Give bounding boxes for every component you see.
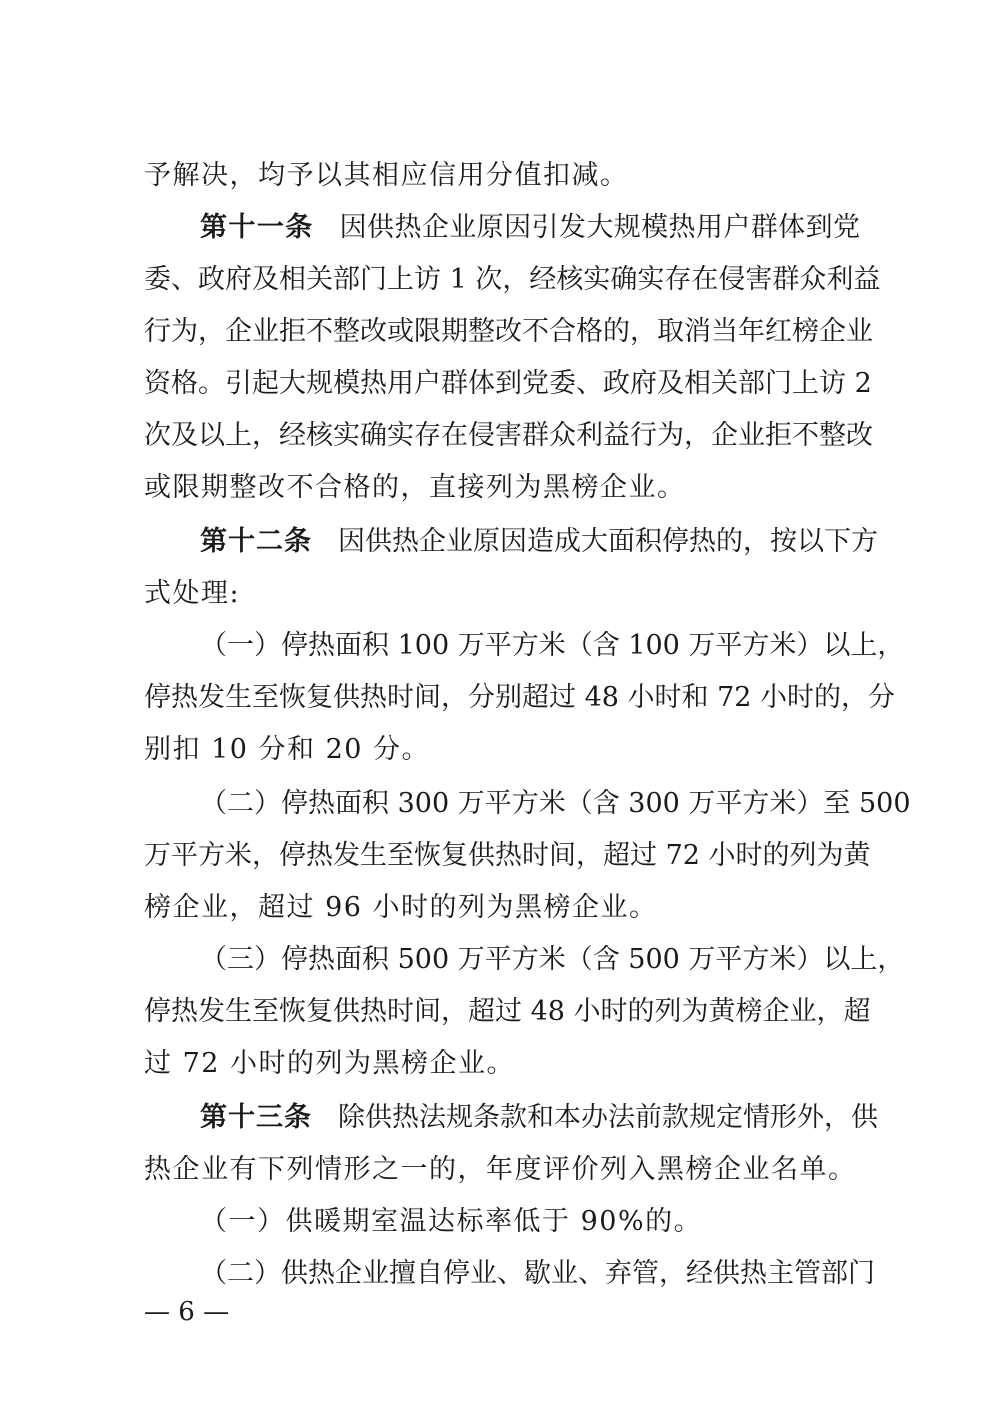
text-line — [144, 1038, 860, 1090]
line-text: 除供热法规条款和本办法前款规定情形外，供 — [338, 1102, 878, 1133]
line-text: 次及以上，经核实确实存在侵害群众利益行为，企业拒不整改 — [144, 420, 873, 451]
line-text: 因供热企业原因引发大规模热用户群体到党 — [339, 212, 861, 243]
line-text: 式处理: — [144, 578, 241, 609]
line-text: 热企业有下列情形之一的，年度评价列入黑榜企业名单。 — [144, 1154, 857, 1185]
article-11-heading-line — [200, 202, 860, 254]
line-text: 予解决，均予以其相应信用分值扣减。 — [144, 160, 629, 191]
text-line — [144, 358, 872, 410]
line-text: 万平方米，停热发生至恢复供热时间，超过 72 小时的列为黄 — [144, 840, 871, 871]
clause-line — [200, 620, 905, 672]
article-13-heading-line — [200, 1092, 878, 1144]
text-line — [144, 1144, 860, 1196]
text-line — [144, 724, 860, 776]
text-line — [144, 672, 896, 724]
text-line — [144, 882, 860, 934]
text-line — [144, 568, 860, 620]
text-line — [144, 986, 871, 1038]
line-text: （二）供热企业擅自停业、歇业、弃管，经供热主管部门 — [200, 1258, 875, 1289]
article-number: 第十二条 — [200, 526, 312, 557]
line-text: （二）停热面积 300 万平方米（含 300 万平方米）至 500 — [200, 788, 911, 819]
line-text: 或限期整改不合格的，直接列为黑榜企业。 — [144, 472, 686, 503]
line-text: （三）停热面积 500 万平方米（含 500 万平方米）以上， — [200, 944, 905, 975]
clause-line — [200, 1248, 875, 1300]
line-text: 委、政府及相关部门上访 1 次，经核实确实存在侵害群众利益 — [144, 264, 881, 295]
line-text: 停热发生至恢复供热时间，超过 48 小时的列为黄榜企业，超 — [144, 996, 871, 1027]
text-line — [144, 830, 871, 882]
line-text: （一）供暖期室温达标率低于 90%的。 — [200, 1206, 703, 1237]
article-number: 第十一条 — [200, 212, 314, 243]
text-line — [144, 410, 873, 462]
line-text: （一）停热面积 100 万平方米（含 100 万平方米）以上， — [200, 630, 905, 661]
line-text: 别扣 10 分和 20 分。 — [144, 734, 431, 765]
article-12-heading-line — [200, 516, 878, 568]
line-text: 因供热企业原因造成大面积停热的，按以下方 — [338, 526, 878, 557]
clause-line — [200, 778, 911, 830]
text-line — [144, 150, 860, 202]
clause-line — [200, 934, 905, 986]
line-text: 停热发生至恢复供热时间，分别超过 48 小时和 72 小时的，分 — [144, 682, 896, 713]
article-number: 第十三条 — [200, 1102, 312, 1133]
line-text: 过 72 小时的列为黑榜企业。 — [144, 1048, 516, 1079]
line-text: 资格。引起大规模热用户群体到党委、政府及相关部门上访 2 — [144, 368, 872, 399]
text-line — [144, 306, 873, 358]
text-line — [144, 462, 860, 514]
text-line — [144, 254, 881, 306]
line-text: 榜企业，超过 96 小时的列为黑榜企业。 — [144, 892, 658, 923]
page-number: — 6 — — [144, 1297, 230, 1327]
clause-line — [200, 1196, 860, 1248]
line-text: 行为，企业拒不整改或限期整改不合格的，取消当年红榜企业 — [144, 316, 873, 347]
